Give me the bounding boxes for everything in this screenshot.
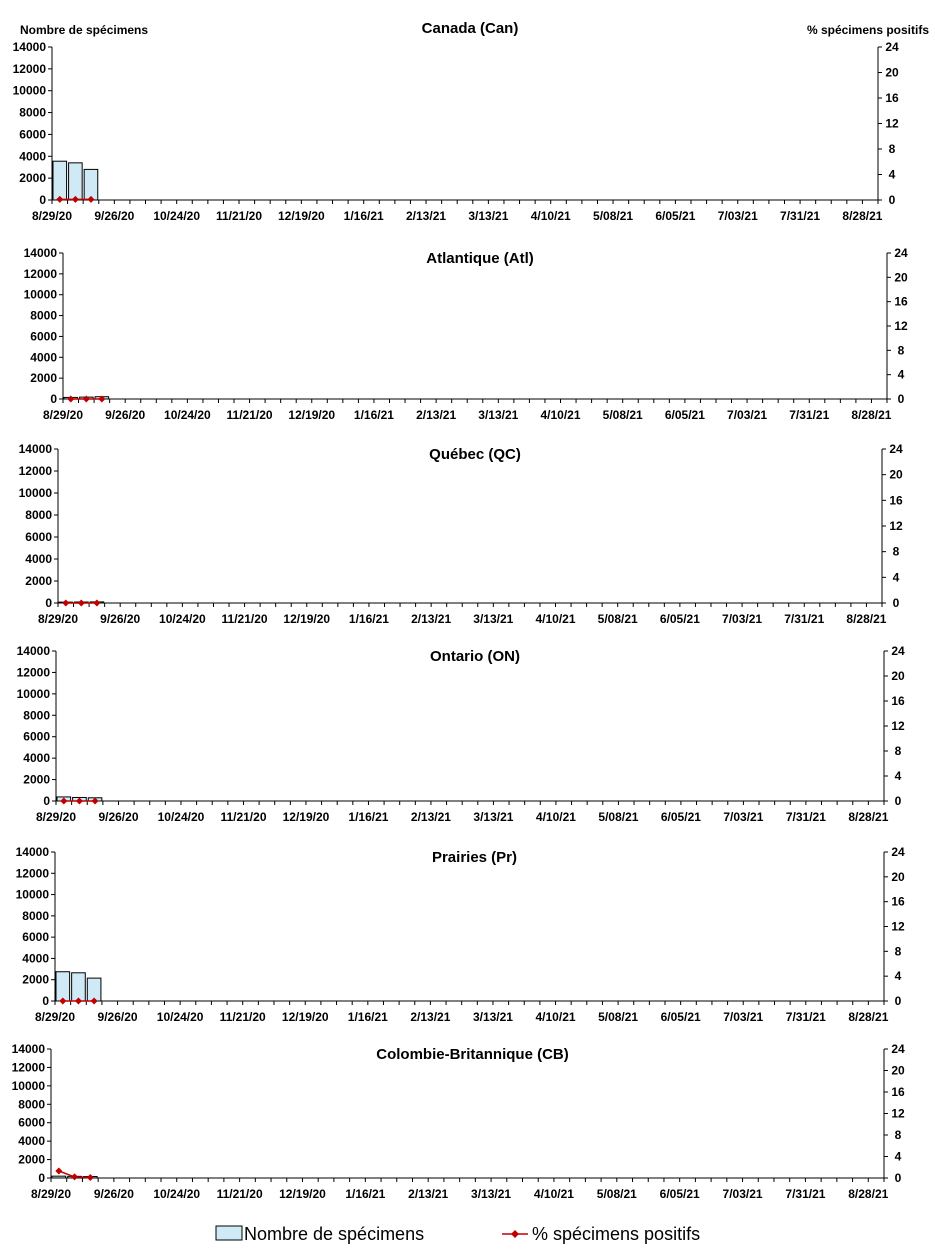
x-tick-label: 10/24/20 bbox=[164, 408, 211, 422]
y-tick-label: 10000 bbox=[11, 1078, 45, 1093]
x-tick-label: 8/29/20 bbox=[37, 612, 79, 626]
x-tick-label: 8/28/21 bbox=[842, 209, 883, 223]
x-tick-label: 3/13/21 bbox=[473, 810, 514, 824]
y2-tick-label: 8 bbox=[894, 744, 902, 758]
y-tick-label: 8000 bbox=[25, 508, 52, 522]
x-tick-label: 8/28/21 bbox=[846, 612, 887, 626]
x-tick-label: 1/16/21 bbox=[348, 810, 389, 824]
y-tick-label: 8000 bbox=[23, 708, 50, 723]
chart-title: Atlantique (Atl) bbox=[426, 250, 534, 267]
x-tick-label: 7/03/21 bbox=[723, 810, 764, 824]
chart-title: Prairies (Pr) bbox=[431, 849, 518, 866]
y-tick-label: 8000 bbox=[18, 1097, 45, 1112]
y2-tick-label: 0 bbox=[894, 994, 902, 1008]
y-tick-label: 4000 bbox=[19, 149, 46, 164]
positivity-point bbox=[83, 396, 90, 403]
y-tick-label: 2000 bbox=[23, 772, 50, 787]
y2-tick-label: 4 bbox=[894, 769, 902, 783]
x-tick-label: 8/28/21 bbox=[848, 810, 889, 824]
y-tick-label: 6000 bbox=[19, 127, 46, 142]
x-tick-label: 11/21/20 bbox=[226, 408, 273, 422]
x-tick-label: 7/31/21 bbox=[784, 612, 825, 626]
x-tick-label: 7/03/21 bbox=[722, 612, 763, 626]
y-tick-label: 2000 bbox=[30, 371, 57, 386]
x-tick-label: 2/13/21 bbox=[416, 408, 457, 422]
x-tick-label: 8/28/21 bbox=[848, 1187, 889, 1201]
y-tick-label: 12000 bbox=[11, 1060, 45, 1075]
positivity-point bbox=[55, 1168, 62, 1175]
x-tick-label: 4/10/21 bbox=[540, 408, 581, 422]
x-tick-label: 7/31/21 bbox=[785, 1010, 826, 1024]
x-tick-label: 3/13/21 bbox=[471, 1187, 512, 1201]
y2-tick-label: 12 bbox=[891, 719, 905, 733]
x-tick-label: 7/03/21 bbox=[727, 408, 768, 422]
y2-tick-label: 8 bbox=[894, 944, 902, 959]
x-tick-label: 8/29/20 bbox=[31, 209, 73, 223]
charts-group bbox=[12, 20, 930, 1201]
y-tick-label: 0 bbox=[45, 596, 52, 610]
x-tick-label: 2/13/21 bbox=[410, 1010, 451, 1024]
y2-tick-label: 12 bbox=[885, 116, 899, 131]
y-tick-label: 4000 bbox=[23, 751, 50, 766]
y2-tick-label: 16 bbox=[891, 894, 905, 909]
y2-tick-label: 12 bbox=[894, 319, 908, 333]
chart-title: Colombie-Britannique (CB) bbox=[376, 1046, 569, 1063]
x-tick-label: 4/10/21 bbox=[530, 209, 571, 223]
y2-tick-label: 24 bbox=[891, 644, 905, 658]
y2-tick-label: 16 bbox=[891, 694, 905, 708]
x-tick-label: 5/08/21 bbox=[596, 1187, 637, 1201]
x-tick-label: 1/16/21 bbox=[353, 408, 394, 422]
bar bbox=[72, 973, 86, 1001]
x-tick-label: 6/05/21 bbox=[655, 209, 696, 223]
y-tick-label: 6000 bbox=[22, 930, 49, 945]
y-tick-label: 12000 bbox=[23, 266, 57, 281]
x-tick-label: 3/13/21 bbox=[472, 1010, 513, 1024]
x-tick-label: 7/03/21 bbox=[723, 1010, 764, 1024]
y2-tick-label: 24 bbox=[885, 40, 899, 54]
x-tick-label: 9/26/20 bbox=[93, 1187, 134, 1201]
x-tick-label: 12/19/20 bbox=[283, 612, 331, 626]
x-tick-label: 1/16/21 bbox=[343, 209, 384, 223]
y2-tick-label: 0 bbox=[897, 392, 905, 406]
y-tick-label: 2000 bbox=[18, 1152, 45, 1167]
y-tick-label: 10000 bbox=[16, 686, 50, 701]
y2-tick-label: 16 bbox=[894, 294, 908, 309]
x-tick-label: 1/16/21 bbox=[345, 1187, 386, 1201]
y2-tick-label: 8 bbox=[888, 142, 896, 156]
x-tick-label: 1/16/21 bbox=[347, 1010, 388, 1024]
y2-tick-label: 20 bbox=[894, 270, 908, 285]
x-tick-label: 8/29/20 bbox=[30, 1187, 72, 1201]
y-tick-label: 12000 bbox=[15, 866, 49, 881]
y-tick-label: 4000 bbox=[30, 350, 57, 365]
chart-panel bbox=[17, 644, 905, 824]
y-tick-label: 4000 bbox=[18, 1134, 45, 1149]
y-tick-label: 12000 bbox=[16, 665, 50, 680]
y2-tick-label: 0 bbox=[894, 794, 902, 808]
y2-tick-label: 16 bbox=[891, 1085, 905, 1099]
bar bbox=[53, 161, 67, 200]
x-tick-label: 2/13/21 bbox=[410, 810, 451, 824]
positivity-point bbox=[93, 600, 100, 607]
x-tick-label: 10/24/20 bbox=[157, 810, 205, 824]
x-tick-label: 9/26/20 bbox=[94, 209, 135, 223]
y2-tick-label: 4 bbox=[894, 969, 902, 984]
chart-title: Canada (Can) bbox=[421, 20, 519, 37]
x-tick-label: 3/13/21 bbox=[478, 408, 519, 422]
y-tick-label: 14000 bbox=[12, 40, 46, 54]
x-tick-label: 8/29/20 bbox=[34, 1010, 76, 1024]
x-tick-label: 8/29/20 bbox=[42, 408, 84, 422]
x-tick-label: 5/08/21 bbox=[597, 612, 638, 626]
y2-tick-label: 0 bbox=[888, 193, 896, 207]
y-tick-label: 14000 bbox=[18, 442, 52, 456]
y2-tick-label: 12 bbox=[891, 1106, 905, 1121]
bar bbox=[56, 972, 70, 1001]
y2-tick-label: 20 bbox=[885, 65, 899, 80]
y-tick-label: 6000 bbox=[25, 530, 52, 544]
chart-panel bbox=[24, 246, 908, 422]
legend-line-label: % spécimens positifs bbox=[532, 1224, 701, 1244]
y2-tick-label: 4 bbox=[892, 570, 900, 585]
y2-tick-label: 24 bbox=[891, 1042, 905, 1056]
x-tick-label: 8/28/21 bbox=[851, 408, 892, 422]
y-tick-label: 14000 bbox=[23, 246, 57, 260]
x-tick-label: 6/05/21 bbox=[660, 810, 701, 824]
y-tick-label: 10000 bbox=[23, 287, 57, 302]
bar bbox=[69, 163, 83, 200]
x-tick-label: 5/08/21 bbox=[593, 209, 634, 223]
y-tick-label: 0 bbox=[38, 1171, 45, 1185]
positivity-point bbox=[71, 1173, 78, 1180]
y-tick-label: 0 bbox=[50, 392, 57, 406]
y-tick-label: 0 bbox=[42, 994, 49, 1008]
positivity-point bbox=[67, 396, 74, 403]
x-tick-label: 4/10/21 bbox=[535, 612, 576, 626]
x-tick-label: 12/19/20 bbox=[281, 1010, 329, 1024]
y2-tick-label: 20 bbox=[889, 467, 903, 482]
y-tick-label: 10000 bbox=[18, 486, 52, 500]
x-tick-label: 5/08/21 bbox=[602, 408, 643, 422]
legend-bars-label: Nombre de spécimens bbox=[244, 1224, 425, 1244]
x-tick-label: 10/24/20 bbox=[156, 1010, 204, 1024]
chart-title: Ontario (ON) bbox=[430, 648, 520, 665]
x-tick-label: 12/19/20 bbox=[288, 408, 336, 422]
x-tick-label: 11/21/20 bbox=[215, 209, 263, 223]
x-tick-label: 4/10/21 bbox=[535, 1010, 576, 1024]
x-tick-label: 6/05/21 bbox=[660, 1010, 701, 1024]
chart-panel bbox=[13, 20, 930, 223]
y-axis-label: Nombre de spécimens bbox=[20, 23, 149, 37]
positivity-point bbox=[87, 1174, 94, 1181]
y-tick-label: 12000 bbox=[18, 464, 52, 478]
y2-tick-label: 0 bbox=[894, 1171, 902, 1185]
chart-panel bbox=[16, 845, 905, 1024]
x-tick-label: 2/13/21 bbox=[406, 209, 447, 223]
y2-tick-label: 16 bbox=[889, 493, 903, 508]
x-tick-label: 3/13/21 bbox=[473, 612, 514, 626]
legend bbox=[216, 1224, 700, 1244]
x-tick-label: 9/26/20 bbox=[98, 810, 139, 824]
y-tick-label: 14000 bbox=[15, 845, 49, 859]
x-tick-label: 10/24/20 bbox=[159, 612, 206, 626]
chart-panel bbox=[19, 442, 903, 626]
y-tick-label: 2000 bbox=[19, 171, 46, 186]
x-tick-label: 9/26/20 bbox=[97, 1010, 138, 1024]
x-tick-label: 8/29/20 bbox=[35, 810, 77, 824]
y-tick-label: 4000 bbox=[25, 552, 52, 566]
x-tick-label: 12/19/20 bbox=[282, 810, 330, 824]
y2-tick-label: 24 bbox=[889, 442, 903, 456]
x-tick-label: 3/13/21 bbox=[468, 209, 509, 223]
x-tick-label: 11/21/20 bbox=[219, 1010, 266, 1024]
x-tick-label: 7/31/21 bbox=[785, 1187, 826, 1201]
y-tick-label: 0 bbox=[39, 193, 46, 207]
x-tick-label: 7/31/21 bbox=[789, 408, 830, 422]
y-tick-label: 10000 bbox=[12, 83, 46, 98]
y-tick-label: 6000 bbox=[23, 729, 50, 744]
x-tick-label: 9/26/20 bbox=[100, 612, 141, 626]
y-tick-label: 2000 bbox=[25, 574, 52, 588]
y2-tick-label: 24 bbox=[891, 845, 905, 859]
x-tick-label: 7/03/21 bbox=[717, 209, 758, 223]
y2-axis-label: % spécimens positifs bbox=[806, 23, 929, 37]
x-tick-label: 1/16/21 bbox=[348, 612, 389, 626]
x-tick-label: 6/05/21 bbox=[659, 1187, 700, 1201]
y2-tick-label: 20 bbox=[891, 869, 905, 884]
legend-bar-swatch bbox=[216, 1226, 242, 1240]
positivity-point bbox=[62, 600, 69, 607]
y-tick-label: 0 bbox=[43, 794, 50, 808]
y-tick-label: 4000 bbox=[22, 951, 49, 966]
y2-tick-label: 12 bbox=[889, 519, 903, 533]
y2-tick-label: 4 bbox=[888, 167, 896, 182]
y-tick-label: 2000 bbox=[22, 972, 49, 987]
x-tick-label: 4/10/21 bbox=[535, 810, 576, 824]
y2-tick-label: 16 bbox=[885, 91, 899, 105]
y-tick-label: 8000 bbox=[19, 105, 46, 120]
x-tick-label: 7/31/21 bbox=[780, 209, 821, 223]
x-tick-label: 7/31/21 bbox=[785, 810, 826, 824]
bar bbox=[52, 1176, 66, 1178]
x-tick-label: 7/03/21 bbox=[722, 1187, 763, 1201]
y2-tick-label: 8 bbox=[894, 1128, 902, 1142]
x-tick-label: 4/10/21 bbox=[533, 1187, 574, 1201]
x-tick-label: 8/28/21 bbox=[848, 1010, 889, 1024]
chart-panel bbox=[12, 1042, 905, 1201]
y-tick-label: 14000 bbox=[16, 644, 50, 658]
bar bbox=[84, 169, 98, 200]
y2-tick-label: 4 bbox=[894, 1149, 902, 1164]
x-tick-label: 5/08/21 bbox=[598, 810, 639, 824]
y-tick-label: 12000 bbox=[12, 61, 46, 76]
x-tick-label: 5/08/21 bbox=[598, 1010, 639, 1024]
y2-tick-label: 12 bbox=[891, 919, 905, 934]
x-tick-label: 6/05/21 bbox=[664, 408, 705, 422]
x-tick-label: 11/21/20 bbox=[216, 1187, 263, 1201]
y2-tick-label: 24 bbox=[894, 246, 908, 260]
y-tick-label: 10000 bbox=[15, 887, 49, 902]
x-tick-label: 11/21/20 bbox=[221, 612, 268, 626]
y-tick-label: 8000 bbox=[22, 908, 49, 923]
y-tick-label: 6000 bbox=[18, 1115, 45, 1130]
chart-title: Québec (QC) bbox=[429, 446, 521, 463]
x-tick-label: 10/24/20 bbox=[153, 209, 201, 223]
y2-tick-label: 4 bbox=[897, 367, 905, 382]
y2-tick-label: 8 bbox=[892, 544, 900, 559]
y-tick-label: 6000 bbox=[30, 329, 57, 344]
y-tick-label: 8000 bbox=[30, 308, 57, 323]
y-tick-label: 14000 bbox=[11, 1042, 45, 1056]
y2-tick-label: 20 bbox=[891, 669, 905, 683]
legend-diamond-marker bbox=[511, 1230, 519, 1238]
x-tick-label: 2/13/21 bbox=[408, 1187, 449, 1201]
x-tick-label: 12/19/20 bbox=[277, 209, 325, 223]
x-tick-label: 6/05/21 bbox=[659, 612, 700, 626]
positivity-point bbox=[78, 600, 85, 607]
x-tick-label: 2/13/21 bbox=[411, 612, 452, 626]
y2-tick-label: 0 bbox=[892, 596, 900, 610]
y2-tick-label: 20 bbox=[891, 1063, 905, 1078]
x-tick-label: 11/21/20 bbox=[220, 810, 267, 824]
y2-tick-label: 8 bbox=[897, 343, 905, 358]
x-tick-label: 10/24/20 bbox=[153, 1187, 201, 1201]
x-tick-label: 12/19/20 bbox=[279, 1187, 326, 1201]
x-tick-label: 9/26/20 bbox=[105, 408, 146, 422]
